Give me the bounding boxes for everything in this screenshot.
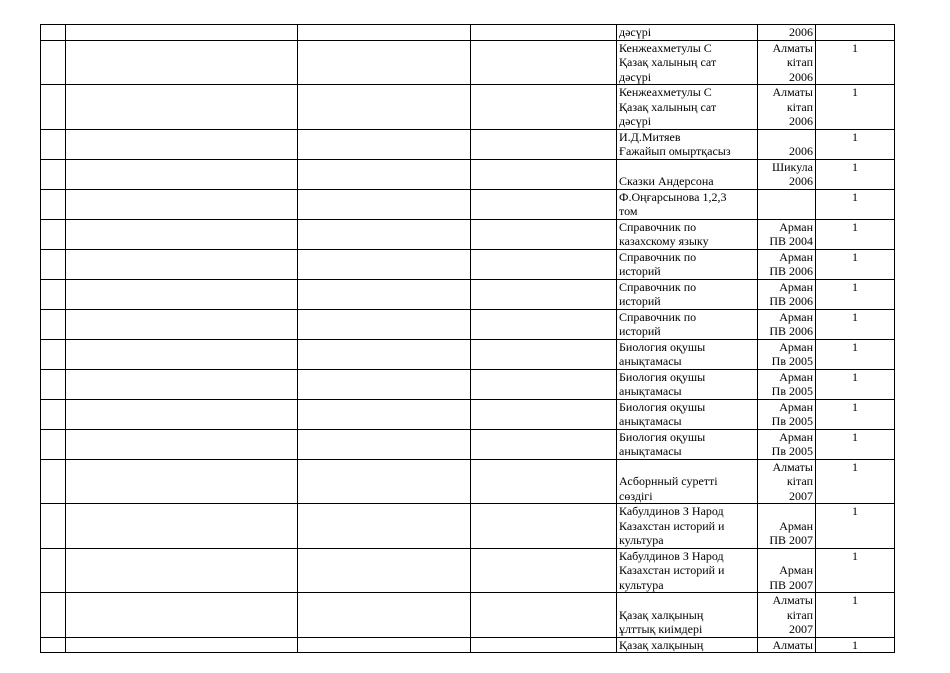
author-cell bbox=[66, 309, 298, 339]
inventory-table bbox=[40, 24, 895, 653]
author-cell bbox=[66, 339, 298, 369]
publisher-line: Арман bbox=[779, 563, 813, 577]
publisher-line: Алматы bbox=[772, 40, 813, 55]
publisher-line: ПВ 2007 bbox=[769, 533, 813, 547]
publisher-cell bbox=[758, 399, 816, 429]
book-title-cell bbox=[617, 504, 758, 549]
row-number-cell bbox=[41, 309, 66, 339]
author-cell bbox=[66, 593, 298, 638]
quantity-cell: 1 bbox=[816, 548, 895, 593]
book-title-line: Қазақ халқының bbox=[619, 607, 704, 622]
info-cell bbox=[298, 129, 471, 159]
quantity-cell: 1 bbox=[816, 249, 895, 279]
row-number-cell bbox=[41, 399, 66, 429]
publisher-line: кітап bbox=[786, 99, 813, 114]
table-row bbox=[41, 279, 895, 309]
book-title-line: Ғажайып омыртқасыз bbox=[619, 144, 731, 158]
book-title-line: историй bbox=[619, 324, 661, 338]
author-cell bbox=[66, 548, 298, 593]
book-title-line: Ф.Оңғарсынова 1,2,3 bbox=[619, 189, 727, 204]
table-row bbox=[41, 637, 895, 653]
row-number-cell bbox=[41, 593, 66, 638]
publisher-cell bbox=[758, 279, 816, 309]
publisher-line: Алматы bbox=[772, 459, 813, 474]
publisher-line: 2007 bbox=[789, 488, 813, 503]
book-title-cell bbox=[617, 279, 758, 309]
info-cell bbox=[298, 459, 471, 504]
publisher-line: Арман bbox=[779, 399, 813, 414]
row-number-cell bbox=[41, 85, 66, 130]
book-title-line: казахскому языку bbox=[619, 234, 709, 248]
quantity-cell bbox=[816, 25, 895, 41]
info-cell bbox=[298, 637, 471, 653]
book-title-cell bbox=[617, 593, 758, 638]
author-cell bbox=[66, 129, 298, 159]
publisher-line: Пв 2005 bbox=[771, 444, 813, 458]
publisher-cell bbox=[758, 369, 816, 399]
publisher-line: Алматы bbox=[772, 85, 813, 99]
publisher-line: Арман bbox=[779, 429, 813, 444]
author-cell bbox=[66, 429, 298, 459]
notes-cell bbox=[471, 85, 617, 130]
author-cell bbox=[66, 219, 298, 249]
book-title-line: анықтамасы bbox=[619, 444, 682, 458]
notes-cell bbox=[471, 249, 617, 279]
book-title-line: культура bbox=[619, 533, 664, 547]
notes-cell bbox=[471, 637, 617, 653]
author-cell bbox=[66, 279, 298, 309]
book-title-line: Қазақ халының сат bbox=[619, 55, 717, 69]
row-number-cell bbox=[41, 459, 66, 504]
publisher-line: Арман bbox=[779, 279, 813, 294]
book-title-line: анықтамасы bbox=[619, 384, 682, 398]
publisher-line: 2006 bbox=[789, 114, 813, 128]
table-row bbox=[41, 593, 895, 638]
publisher-line: 2006 bbox=[789, 174, 813, 188]
notes-cell bbox=[471, 159, 617, 189]
book-title-cell bbox=[617, 219, 758, 249]
author-cell bbox=[66, 159, 298, 189]
publisher-line: ПВ 2004 bbox=[769, 234, 813, 248]
book-title-line: историй bbox=[619, 294, 661, 308]
book-title-cell bbox=[617, 40, 758, 85]
book-title-line: ұлттық киімдері bbox=[619, 622, 703, 636]
book-title-cell bbox=[617, 85, 758, 130]
author-cell bbox=[66, 459, 298, 504]
publisher-line: 2006 bbox=[789, 25, 813, 39]
publisher-line: Алматы bbox=[772, 593, 813, 607]
row-number-cell bbox=[41, 504, 66, 549]
publisher-line: Арман bbox=[779, 369, 813, 384]
book-title-line: Кенжеахметулы С bbox=[619, 85, 712, 99]
publisher-line: Пв 2005 bbox=[771, 384, 813, 398]
info-cell bbox=[298, 399, 471, 429]
notes-cell bbox=[471, 40, 617, 85]
publisher-line: Арман bbox=[779, 219, 813, 234]
notes-cell bbox=[471, 399, 617, 429]
row-number-cell bbox=[41, 249, 66, 279]
book-title-line: Биология оқушы bbox=[619, 339, 706, 354]
publisher-line: 2006 bbox=[789, 69, 813, 84]
quantity-cell: 1 bbox=[816, 459, 895, 504]
publisher-line: кітап bbox=[786, 55, 813, 69]
book-title-cell bbox=[617, 369, 758, 399]
quantity-cell: 1 bbox=[816, 429, 895, 459]
book-title-line: Биология оқушы bbox=[619, 429, 706, 444]
publisher-line: 2006 bbox=[789, 144, 813, 158]
table-row bbox=[41, 369, 895, 399]
book-title-line: анықтамасы bbox=[619, 414, 682, 428]
quantity-cell: 1 bbox=[816, 399, 895, 429]
publisher-line: ПВ 2006 bbox=[769, 264, 813, 278]
author-cell bbox=[66, 85, 298, 130]
notes-cell bbox=[471, 25, 617, 41]
publisher-line: Арман bbox=[779, 249, 813, 264]
publisher-line: Арман bbox=[779, 518, 813, 533]
row-number-cell bbox=[41, 40, 66, 85]
publisher-line: Арман bbox=[779, 339, 813, 354]
book-title-cell bbox=[617, 339, 758, 369]
book-title-cell bbox=[617, 159, 758, 189]
notes-cell bbox=[471, 429, 617, 459]
row-number-cell bbox=[41, 159, 66, 189]
book-title-line: сөздігі bbox=[619, 488, 653, 503]
author-cell bbox=[66, 504, 298, 549]
publisher-line: кітап bbox=[786, 474, 813, 488]
publisher-cell bbox=[758, 548, 816, 593]
quantity-cell: 1 bbox=[816, 219, 895, 249]
row-number-cell bbox=[41, 637, 66, 653]
publisher-cell bbox=[758, 129, 816, 159]
author-cell bbox=[66, 40, 298, 85]
quantity-cell: 1 bbox=[816, 129, 895, 159]
publisher-line: Пв 2005 bbox=[771, 354, 813, 368]
quantity-cell: 1 bbox=[816, 369, 895, 399]
notes-cell bbox=[471, 459, 617, 504]
notes-cell bbox=[471, 504, 617, 549]
publisher-cell bbox=[758, 339, 816, 369]
info-cell bbox=[298, 339, 471, 369]
publisher-cell bbox=[758, 25, 816, 41]
publisher-cell bbox=[758, 593, 816, 638]
quantity-cell: 1 bbox=[816, 279, 895, 309]
book-title-line: анықтамасы bbox=[619, 354, 682, 368]
book-title-line: Кенжеахметулы С bbox=[619, 40, 712, 55]
row-number-cell bbox=[41, 279, 66, 309]
table-row bbox=[41, 25, 895, 41]
info-cell bbox=[298, 548, 471, 593]
book-title-line: Казахстан историй и bbox=[619, 518, 725, 533]
book-title-cell bbox=[617, 399, 758, 429]
notes-cell bbox=[471, 309, 617, 339]
row-number-cell bbox=[41, 339, 66, 369]
publisher-cell bbox=[758, 504, 816, 549]
publisher-line: Пв 2005 bbox=[771, 414, 813, 428]
table-row bbox=[41, 85, 895, 130]
author-cell bbox=[66, 25, 298, 41]
notes-cell bbox=[471, 279, 617, 309]
book-title-line: И.Д.Митяев bbox=[619, 129, 681, 144]
quantity-cell: 1 bbox=[816, 637, 895, 653]
info-cell bbox=[298, 40, 471, 85]
author-cell bbox=[66, 637, 298, 653]
book-title-cell bbox=[617, 25, 758, 41]
table-row bbox=[41, 548, 895, 593]
table-row bbox=[41, 429, 895, 459]
row-number-cell bbox=[41, 189, 66, 219]
row-number-cell bbox=[41, 429, 66, 459]
book-title-line: дәсүрі bbox=[619, 69, 652, 84]
info-cell bbox=[298, 189, 471, 219]
table-row bbox=[41, 219, 895, 249]
book-title-cell bbox=[617, 129, 758, 159]
publisher-cell bbox=[758, 189, 816, 219]
info-cell bbox=[298, 369, 471, 399]
info-cell bbox=[298, 429, 471, 459]
author-cell bbox=[66, 189, 298, 219]
publisher-line: 2007 bbox=[789, 622, 813, 636]
publisher-line: ПВ 2006 bbox=[769, 324, 813, 338]
book-title-line: Казахстан историй и bbox=[619, 563, 725, 577]
table-row bbox=[41, 40, 895, 85]
table-row bbox=[41, 189, 895, 219]
table-row bbox=[41, 399, 895, 429]
quantity-cell: 1 bbox=[816, 159, 895, 189]
table-row bbox=[41, 249, 895, 279]
book-title-line: Справочник по bbox=[619, 279, 697, 294]
book-title-line: Асборнный суретті bbox=[619, 474, 718, 488]
book-title-line: культура bbox=[619, 577, 664, 592]
info-cell bbox=[298, 309, 471, 339]
quantity-cell: 1 bbox=[816, 40, 895, 85]
quantity-cell: 1 bbox=[816, 339, 895, 369]
publisher-cell bbox=[758, 459, 816, 504]
info-cell bbox=[298, 279, 471, 309]
book-title-line: Қазақ халының сат bbox=[619, 99, 717, 114]
publisher-cell bbox=[758, 429, 816, 459]
table-row bbox=[41, 459, 895, 504]
book-title-line: Кабулдинов З Народ bbox=[619, 504, 724, 518]
book-title-line: историй bbox=[619, 264, 661, 278]
quantity-cell: 1 bbox=[816, 593, 895, 638]
row-number-cell bbox=[41, 219, 66, 249]
book-title-line: Сказки Андерсона bbox=[619, 174, 714, 188]
info-cell bbox=[298, 85, 471, 130]
book-title-line: Справочник по bbox=[619, 309, 697, 324]
info-cell bbox=[298, 159, 471, 189]
table-row bbox=[41, 159, 895, 189]
notes-cell bbox=[471, 189, 617, 219]
info-cell bbox=[298, 504, 471, 549]
book-title-line: дәсүрі bbox=[619, 114, 652, 128]
row-number-cell bbox=[41, 129, 66, 159]
publisher-cell bbox=[758, 85, 816, 130]
author-cell bbox=[66, 249, 298, 279]
book-title-cell bbox=[617, 637, 758, 653]
row-number-cell bbox=[41, 548, 66, 593]
book-title-line: том bbox=[619, 204, 638, 218]
book-title-cell bbox=[617, 309, 758, 339]
publisher-cell bbox=[758, 219, 816, 249]
publisher-line: Арман bbox=[779, 309, 813, 324]
author-cell bbox=[66, 399, 298, 429]
quantity-cell: 1 bbox=[816, 309, 895, 339]
table-row bbox=[41, 504, 895, 549]
table-row bbox=[41, 129, 895, 159]
row-number-cell bbox=[41, 369, 66, 399]
book-title-cell bbox=[617, 189, 758, 219]
publisher-line: ПВ 2006 bbox=[769, 294, 813, 308]
notes-cell bbox=[471, 548, 617, 593]
quantity-cell: 1 bbox=[816, 504, 895, 549]
publisher-cell bbox=[758, 309, 816, 339]
info-cell bbox=[298, 25, 471, 41]
publisher-line: кітап bbox=[786, 607, 813, 622]
quantity-cell: 1 bbox=[816, 189, 895, 219]
book-title-cell bbox=[617, 459, 758, 504]
book-title-cell bbox=[617, 249, 758, 279]
book-title-cell bbox=[617, 429, 758, 459]
author-cell bbox=[66, 369, 298, 399]
publisher-cell bbox=[758, 637, 816, 653]
notes-cell bbox=[471, 219, 617, 249]
info-cell bbox=[298, 593, 471, 638]
publisher-cell bbox=[758, 249, 816, 279]
table-body bbox=[41, 25, 895, 653]
notes-cell bbox=[471, 369, 617, 399]
info-cell bbox=[298, 249, 471, 279]
table-row bbox=[41, 309, 895, 339]
publisher-line: Шикула bbox=[772, 159, 813, 174]
book-title-line: Справочник по bbox=[619, 219, 697, 234]
publisher-cell bbox=[758, 159, 816, 189]
publisher-line: Алматы bbox=[772, 637, 813, 652]
book-title-line: Қазақ халқының bbox=[619, 637, 704, 652]
book-title-line: дәсүрі bbox=[619, 25, 652, 39]
book-title-line: Кабулдинов З Народ bbox=[619, 548, 724, 563]
quantity-cell: 1 bbox=[816, 85, 895, 130]
notes-cell bbox=[471, 129, 617, 159]
notes-cell bbox=[471, 593, 617, 638]
row-number-cell bbox=[41, 25, 66, 41]
publisher-cell bbox=[758, 40, 816, 85]
book-title-cell bbox=[617, 548, 758, 593]
publisher-line: ПВ 2007 bbox=[769, 577, 813, 592]
book-title-line: Биология оқушы bbox=[619, 399, 706, 414]
book-title-line: Справочник по bbox=[619, 249, 697, 264]
info-cell bbox=[298, 219, 471, 249]
notes-cell bbox=[471, 339, 617, 369]
table-row bbox=[41, 339, 895, 369]
book-title-line: Биология оқушы bbox=[619, 369, 706, 384]
